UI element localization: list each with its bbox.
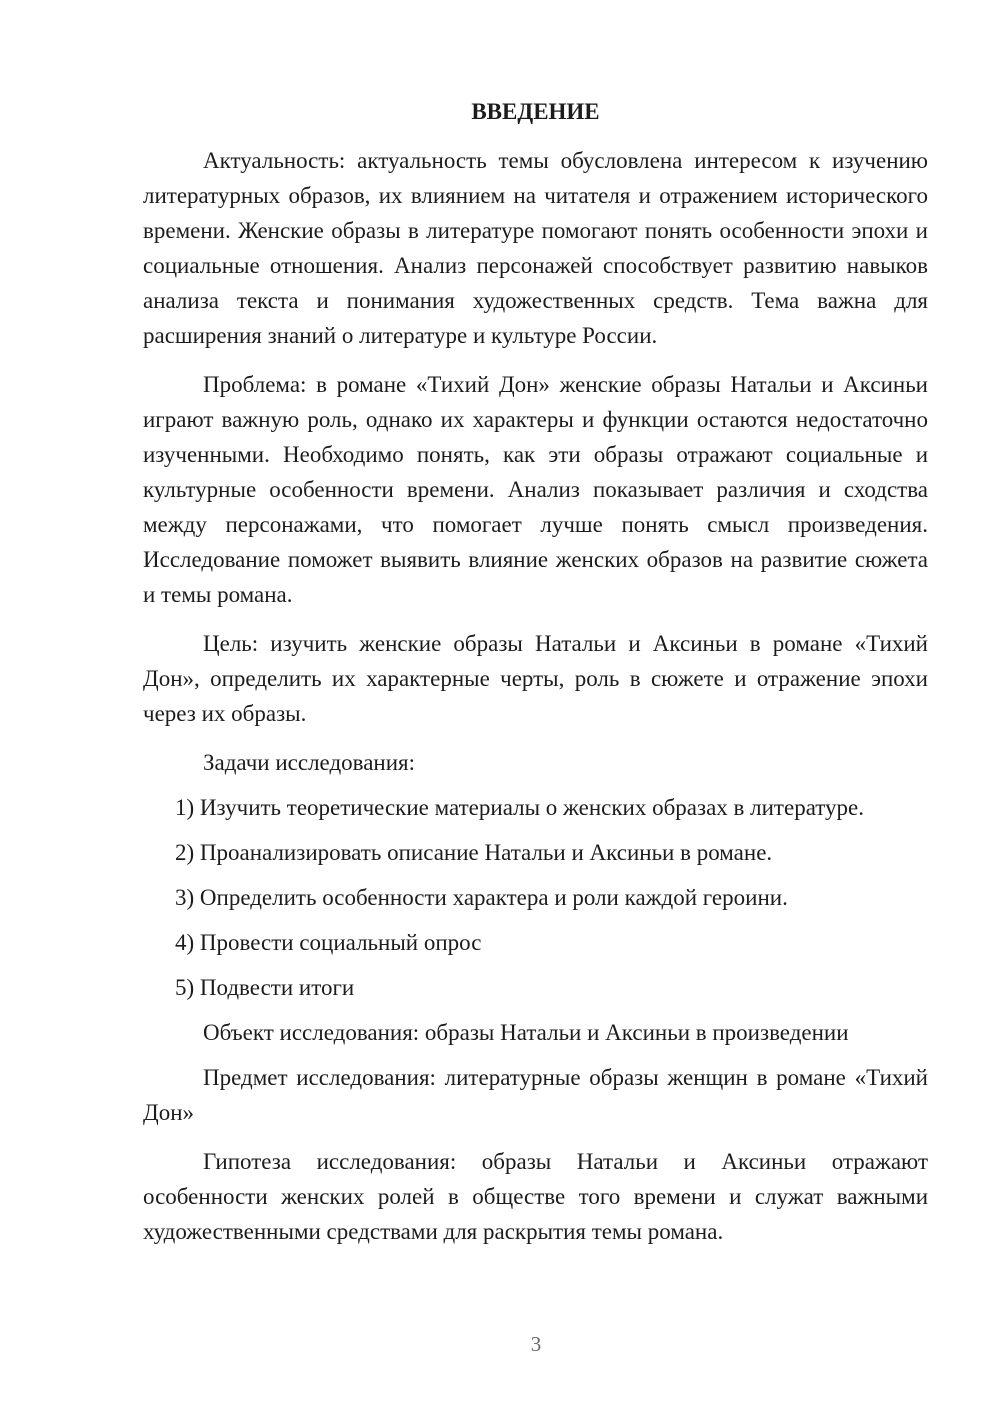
hypothesis-paragraph: Гипотеза исследования: образы Натальи и Аксиньи отражают особенности женских ролей в обществе того времени и служат важными художественными средствами для раскрытия темы романа. xyxy=(143,1149,928,1244)
goal-paragraph: Цель: изучить женские образы Натальи и Аксиньи в романе «Тихий Дон», определить их характерные черты, роль в сюжете и отражение эпохи через их образы. xyxy=(143,631,928,726)
task-item: 5) Подвести итоги xyxy=(175,975,355,1000)
task-item: 3) Определить особенности характера и роли каждой героини. xyxy=(175,885,788,910)
page-number: 3 xyxy=(530,1332,542,1356)
task-item: 1) Изучить теоретические материалы о женских образах в литературе. xyxy=(175,795,865,820)
problem-paragraph: Проблема: в романе «Тихий Дон» женские образы Натальи и Аксиньи играют важную роль, однако их характеры и функции остаются недостаточно изученными. Необходимо понять, как эти образы отражают социальные и культурные особенности времени. Анализ показывает различия и сходства между персонажами, что помогает лучше понять смысл произведения. Исследование поможет выявить влияние женских образов на развитие сюжета и темы романа. xyxy=(143,372,928,607)
page-content xyxy=(143,94,928,1263)
task-item: 2) Проанализировать описание Натальи и Аксиньи в романе. xyxy=(175,840,773,865)
task-list xyxy=(143,790,928,1005)
object-paragraph: Объект исследования: образы Натальи и Аксиньи в произведении xyxy=(203,1020,849,1045)
tasks-title: Задачи исследования: xyxy=(203,750,416,775)
section-heading: ВВЕДЕНИЕ xyxy=(471,99,600,124)
task-item: 4) Провести социальный опрос xyxy=(175,930,482,955)
subject-paragraph: Предмет исследования: литературные образы женщин в романе «Тихий Дон» xyxy=(143,1065,928,1125)
relevance-paragraph: Актуальность: актуальность темы обусловлена интересом к изучению литературных образов, их влиянием на читателя и отражением исторического времени. Женские образы в литературе помогают понять особенности эпохи и социальные отношения. Анализ персонажей способствует развитию навыков анализа текста и понимания художественных средств. Тема важна для расширения знаний о литературе и культуре России. xyxy=(143,148,928,348)
